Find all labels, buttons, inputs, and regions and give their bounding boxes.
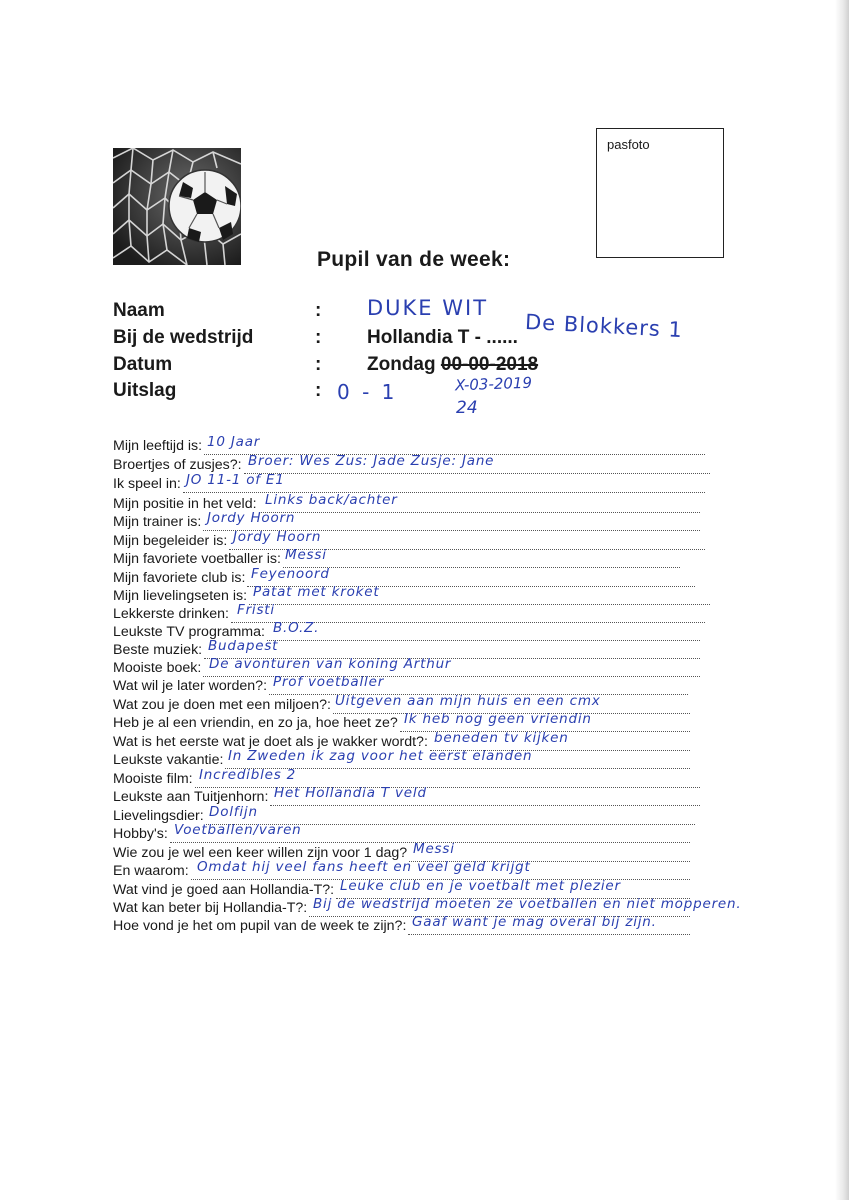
wedstrijd-value: Hollandia T - ...... — [367, 327, 518, 348]
question-label: Mooiste film: — [113, 771, 193, 787]
question-label: Wat kan beter bij Hollandia-T?: — [113, 900, 308, 916]
uitslag-label: Uitslag — [113, 380, 177, 401]
question-label: Wat is het eerste wat je doet als je wakker wordt?: — [113, 734, 428, 750]
question-label: Leukste aan Tuitjenhorn: — [113, 789, 269, 805]
handwritten-answer: Dolfijn — [209, 804, 258, 820]
question-label: Broertjes of zusjes?: — [113, 457, 242, 473]
question-label: Wat zou je doen met een miljoen?: — [113, 697, 331, 713]
handwritten-answer: Voetballen/varen — [174, 822, 302, 838]
page-title: Pupil van de week: — [317, 248, 511, 271]
uitslag-colon: : — [315, 380, 322, 401]
naam-label: Naam — [113, 300, 165, 321]
naam-value: DUKE WIT — [367, 296, 489, 320]
question-label: Mooiste boek: — [113, 660, 202, 676]
handwritten-answer: Prof voetballer — [273, 674, 385, 690]
question-label: Ik speel in: — [113, 476, 181, 492]
datum-label: Datum — [113, 354, 173, 375]
datum-value — [367, 354, 538, 376]
question-label: Heb je al een vriendin, en zo ja, hoe heet ze? — [113, 715, 398, 731]
question-label: Hoe vond je het om pupil van de week te zijn?: — [113, 918, 407, 934]
handwritten-answer: JO 11-1 of E1 — [186, 472, 285, 488]
wedstrijd-handwritten: De Blokkers 1 — [524, 309, 684, 343]
handwritten-answer: Fristi — [237, 602, 275, 618]
question-label: Mijn positie in het veld: — [113, 496, 257, 512]
handwritten-answer: Budapest — [208, 638, 279, 654]
datum-struck: 00-00-2018 — [440, 354, 539, 375]
football-net-photo — [113, 148, 241, 265]
handwritten-answer: De avonturen van koning Arthur — [209, 656, 452, 672]
answer-line — [283, 567, 680, 568]
handwritten-answer: 10 Jaar — [207, 434, 261, 450]
question-label: Mijn favoriete voetballer is: — [113, 551, 281, 567]
datum-prefix: Zondag — [367, 354, 436, 375]
handwritten-answer: In Zweden ik zag voor het eerst elanden — [228, 748, 533, 764]
question-label: Lievelingsdier: — [113, 808, 204, 824]
handwritten-answer: Links back/achter — [265, 492, 398, 508]
naam-colon: : — [315, 300, 322, 321]
question-label: Mijn leeftijd is: — [113, 438, 203, 454]
uitslag-value: 0 - 1 — [337, 380, 398, 404]
handwritten-answer: beneden tv kijken — [434, 730, 569, 746]
answer-line — [244, 473, 710, 474]
handwritten-answer: Bij de wedstrijd moeten ze voetballen en niet mopperen. — [313, 896, 742, 912]
answer-line — [270, 805, 700, 806]
wedstrijd-colon: : — [315, 327, 322, 348]
handwritten-answer: Jordy Hoorn — [207, 510, 296, 526]
question-label: Mijn trainer is: — [113, 514, 202, 530]
wedstrijd-label: Bij de wedstrijd — [113, 327, 254, 348]
question-label: Hobby's: — [113, 826, 168, 842]
answer-line — [259, 512, 700, 513]
question-label: En waarom: — [113, 863, 189, 879]
answer-line — [183, 492, 705, 493]
answer-line — [408, 934, 690, 935]
datum-colon: : — [315, 354, 322, 375]
question-label: Mijn lievelingseten is: — [113, 588, 248, 604]
handwritten-answer: Ik heb nog geen vriendin — [404, 711, 592, 727]
question-label: Lekkerste drinken: — [113, 606, 229, 622]
answer-line — [195, 787, 700, 788]
passport-photo-label: pasfoto — [607, 137, 650, 152]
handwritten-answer: Messi — [413, 841, 455, 857]
handwritten-answer: Gaaf want je mag overal bij zijn. — [412, 914, 657, 930]
question-label: Wie zou je wel een keer willen zijn voor 1 dag? — [113, 845, 408, 861]
datum-handwritten-2: 24 — [456, 398, 478, 418]
question-label: Leukste TV programma: — [113, 624, 265, 640]
handwritten-answer: Broer: Wes Zus: Jade Zusje: Jane — [248, 453, 495, 469]
datum-handwritten: X-03-2019 — [454, 373, 533, 395]
handwritten-answer: Messi — [285, 547, 327, 563]
question-label: Leukste vakantie: — [113, 752, 224, 768]
question-label: Mijn begeleider is: — [113, 533, 228, 549]
handwritten-answer: Omdat hij veel fans heeft en veel geld krijgt — [197, 859, 531, 875]
handwritten-answer: Leuke club en je voetbalt met plezier — [340, 878, 621, 894]
handwritten-answer: B.O.Z. — [273, 620, 320, 636]
answer-line — [249, 604, 710, 605]
handwritten-answer: Feyenoord — [251, 566, 330, 582]
handwritten-answer: Jordy Hoorn — [233, 529, 322, 545]
passport-photo-box — [596, 128, 724, 258]
question-label: Beste muziek: — [113, 642, 203, 658]
handwritten-answer: Patat met kroket — [253, 584, 380, 600]
question-label: Wat vind je goed aan Hollandia-T?: — [113, 882, 335, 898]
question-label: Mijn favoriete club is: — [113, 570, 246, 586]
answer-line — [267, 640, 700, 641]
question-label: Wat wil je later worden?: — [113, 678, 268, 694]
handwritten-answer: Uitgeven aan mijn huis en een cmx — [335, 693, 601, 709]
handwritten-answer: Incredibles 2 — [199, 767, 297, 783]
handwritten-answer: Het Hollandia T veld — [274, 785, 427, 801]
scan-edge-shadow — [835, 0, 849, 1200]
